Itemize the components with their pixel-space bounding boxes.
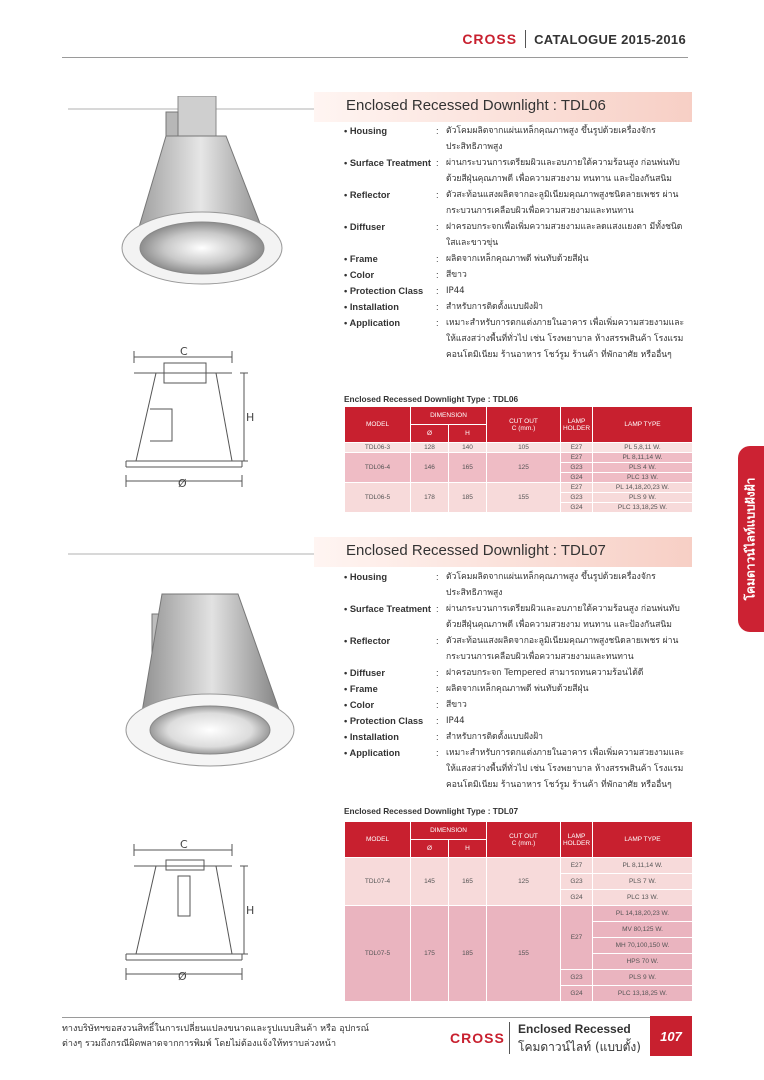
col-dia: Ø	[411, 840, 449, 858]
table-row: TDL07-4 145 165 125 E27 PL 8,11,14 W.	[345, 858, 693, 874]
table-row: TDL07-5 175 185 155 E27 PL 14,18,20,23 W.	[345, 906, 693, 922]
drawing-dia-label: Ø	[178, 970, 187, 982]
footer-disclaimer	[62, 1022, 369, 1052]
side-tab-label: โคมดาวน์ไลท์แบบฝังฝ้า	[743, 477, 758, 601]
col-dimension: DIMENSION	[411, 822, 487, 840]
table-row: G24 PLC 13,18,25 W.	[345, 986, 693, 1002]
spec-frame: • Frame : ผลิตจากเหล็กคุณภาพดี พ่นทับด้วยสีฝุ่น	[344, 684, 589, 694]
spec-installation: • Installation : สำหรับการติดตั้งแบบฝังฝ้า	[344, 302, 543, 312]
table-title-tdl07: Enclosed Recessed Downlight Type : TDL07	[344, 806, 519, 816]
spec-surface-treatment: • Surface Treatment : ผ่านกระบวนการเตรียมผิวและอบภายใต้ความร้อนสูง ก่อนพ่นทับด้วยสีฝุ่นคุณภาพดี เพื่อความสวยงาม ทนทาน และป้องกันสนิม	[344, 604, 680, 630]
product-photo-tdl07	[118, 574, 298, 770]
spec-protection-class: • Protection Class : IP44	[344, 716, 465, 726]
product-photo-tdl06	[118, 96, 286, 286]
drawing-h-label: H	[246, 411, 255, 424]
disclaimer-line-2: ต่างๆ รวมถึงกรณีผิดพลาดจากการพิมพ์ โดยไม่ต้องแจ้งให้ทราบล่วงหน้า	[62, 1039, 337, 1049]
spec-reflector: • Reflector : ตัวสะท้อนแสงผลิตจากอะลูมิเนียมคุณภาพสูงชนิดลายเพชร ผ่านกระบวนการเคลือบผิวเพื่อความสวยงามและทนทาน	[344, 636, 679, 662]
spec-list-tdl06	[344, 123, 690, 363]
col-holder	[561, 407, 593, 443]
catalogue-title: CATALOGUE 2015-2016	[534, 31, 686, 47]
drawing-dia-label: Ø	[178, 477, 187, 489]
col-model: MODEL	[345, 822, 411, 858]
col-holder-label2: HOLDER	[562, 839, 591, 847]
table-row: TDL06-4 146 165 125 E27 PL 8,11,14 W.	[345, 453, 693, 463]
footer-divider	[509, 1022, 510, 1054]
col-cutout	[487, 407, 561, 443]
spec-table-tdl06	[344, 406, 693, 513]
col-lamp-type: LAMP TYPE	[593, 407, 693, 443]
spec-surface-treatment: • Surface Treatment : ผ่านกระบวนการเตรียมผิวและอบภายใต้ความร้อนสูง ก่อนพ่นทับด้วยสีฝุ่นคุณภาพดี เพื่อความสวยงาม ทนทาน และป้องกันสนิม	[344, 158, 680, 184]
spec-frame: • Frame : ผลิตจากเหล็กคุณภาพดี พ่นทับด้วยสีฝุ่น	[344, 254, 589, 264]
table-row: G24 PLC 13 W.	[345, 890, 693, 906]
dimension-drawing-tdl06	[120, 343, 258, 489]
page-header	[462, 30, 686, 48]
spec-color: • Color : สีขาว	[344, 700, 467, 710]
spec-protection-class: • Protection Class : IP44	[344, 286, 465, 296]
col-holder-label2: HOLDER	[562, 424, 591, 432]
spec-reflector: • Reflector : ตัวสะท้อนแสงผลิตจากอะลูมิเนียมคุณภาพสูงชนิดลายเพชร ผ่านกระบวนการเคลือบผิวเพื่อความสวยงามและทนทาน	[344, 190, 679, 216]
drawing-c-label: C	[180, 345, 188, 358]
spec-diffuser: • Diffuser : ฝาครอบกระจก Tempered สามารถทนความร้อนได้ดี	[344, 668, 644, 678]
spec-diffuser: • Diffuser : ฝาครอบกระจกเพื่อเพิ่มความสวยงามและลดแสงแยงตา มีทั้งชนิดใสและขาวขุ่น	[344, 222, 683, 248]
header-rule	[62, 57, 688, 58]
table-row: G23 PLS 4 W.	[345, 463, 693, 473]
col-holder-label: LAMP	[567, 832, 586, 840]
table-row: MH 70,100,150 W.	[345, 938, 693, 954]
category-side-tab[interactable]	[738, 446, 764, 632]
col-dimension: DIMENSION	[411, 407, 487, 425]
table-row: TDL06-3 128 140 105 E27 PL 5,8,11 W.	[345, 443, 693, 453]
col-cutout-label: CUT OUT	[509, 417, 538, 425]
product-heading-bar	[68, 537, 692, 567]
col-lamp-type: LAMP TYPE	[593, 822, 693, 858]
header-divider	[525, 30, 526, 48]
col-cutout-label: CUT OUT	[509, 832, 538, 840]
spec-color: • Color : สีขาว	[344, 270, 467, 280]
col-cutout-unit: C (mm.)	[511, 839, 536, 847]
product-title: Enclosed Recessed Downlight : TDL07	[346, 542, 606, 559]
table-row: TDL06-5 178 185 155 E27 PL 14,18,20,23 W.	[345, 483, 693, 493]
col-cutout-unit: C (mm.)	[511, 424, 536, 432]
table-row: G23 PLS 7 W.	[345, 874, 693, 890]
footer-section-title-th: โคมดาวน์ไลท์ (แบบตั้ง)	[518, 1040, 641, 1054]
col-holder	[561, 822, 593, 858]
spec-application: • Application : เหมาะสำหรับการตกแต่งภายในอาคาร เพื่อเพิ่มความสวยงามและให้แสงสว่างพื้นที่ทั่วไป เช่น โรงพยาบาล ห้างสรรพสินค้า โรงแรม คอนโดมิเนียม ร้านอาหาร โชว์รูม ร้านค้า ที่พักอาศัย หรืออื่นๆ	[344, 748, 685, 790]
col-model: MODEL	[345, 407, 411, 443]
brand-logo: CROSS	[462, 31, 518, 47]
col-h: H	[449, 840, 487, 858]
drawing-c-label: C	[180, 838, 188, 851]
spec-list-tdl07	[344, 569, 690, 793]
table-row: G23 PLS 9 W.	[345, 493, 693, 503]
col-dia: Ø	[411, 425, 449, 443]
disclaimer-line-1: ทางบริษัทฯขอสงวนสิทธิ์ในการเปลี่ยนแปลงขนาดและรูปแบบสินค้า หรือ อุปกรณ์	[62, 1024, 369, 1034]
spec-housing: • Housing : ตัวโคมผลิตจากแผ่นเหล็กคุณภาพสูง ขึ้นรูปด้วยเครื่องจักรประสิทธิภาพสูง	[344, 126, 656, 152]
spec-housing: • Housing : ตัวโคมผลิตจากแผ่นเหล็กคุณภาพสูง ขึ้นรูปด้วยเครื่องจักรประสิทธิภาพสูง	[344, 572, 656, 598]
table-row: G24 PLC 13,18,25 W.	[345, 503, 693, 513]
col-holder-label: LAMP	[567, 417, 586, 425]
spec-table-tdl07	[344, 821, 693, 1002]
table-row: G24 PLC 13 W.	[345, 473, 693, 483]
table-row: HPS 70 W.	[345, 954, 693, 970]
spec-application: • Application : เหมาะสำหรับการตกแต่งภายในอาคาร เพื่อเพิ่มความสวยงามและให้แสงสว่างพื้นที่ทั่วไป เช่น โรงพยาบาล ห้างสรรพสินค้า โรงแรม คอนโดมิเนียม ร้านอาหาร โชว์รูม ร้านค้า ที่พักอาศัย หรืออื่นๆ	[344, 318, 685, 360]
footer-section-title-en: Enclosed Recessed	[518, 1022, 631, 1036]
table-row: MV 80,125 W.	[345, 922, 693, 938]
dimension-drawing-tdl07	[120, 836, 258, 982]
col-cutout	[487, 822, 561, 858]
spec-installation: • Installation : สำหรับการติดตั้งแบบฝังฝ้า	[344, 732, 543, 742]
footer-rule	[62, 1017, 688, 1018]
table-title-tdl06: Enclosed Recessed Downlight Type : TDL06	[344, 394, 519, 404]
drawing-h-label: H	[246, 904, 255, 917]
table-row: G23 PLS 9 W.	[345, 970, 693, 986]
page-number: 107	[650, 1016, 692, 1056]
footer-brand-logo: CROSS	[450, 1030, 505, 1046]
product-title: Enclosed Recessed Downlight : TDL06	[346, 97, 606, 114]
heading-bar-rule	[68, 553, 314, 555]
col-h: H	[449, 425, 487, 443]
